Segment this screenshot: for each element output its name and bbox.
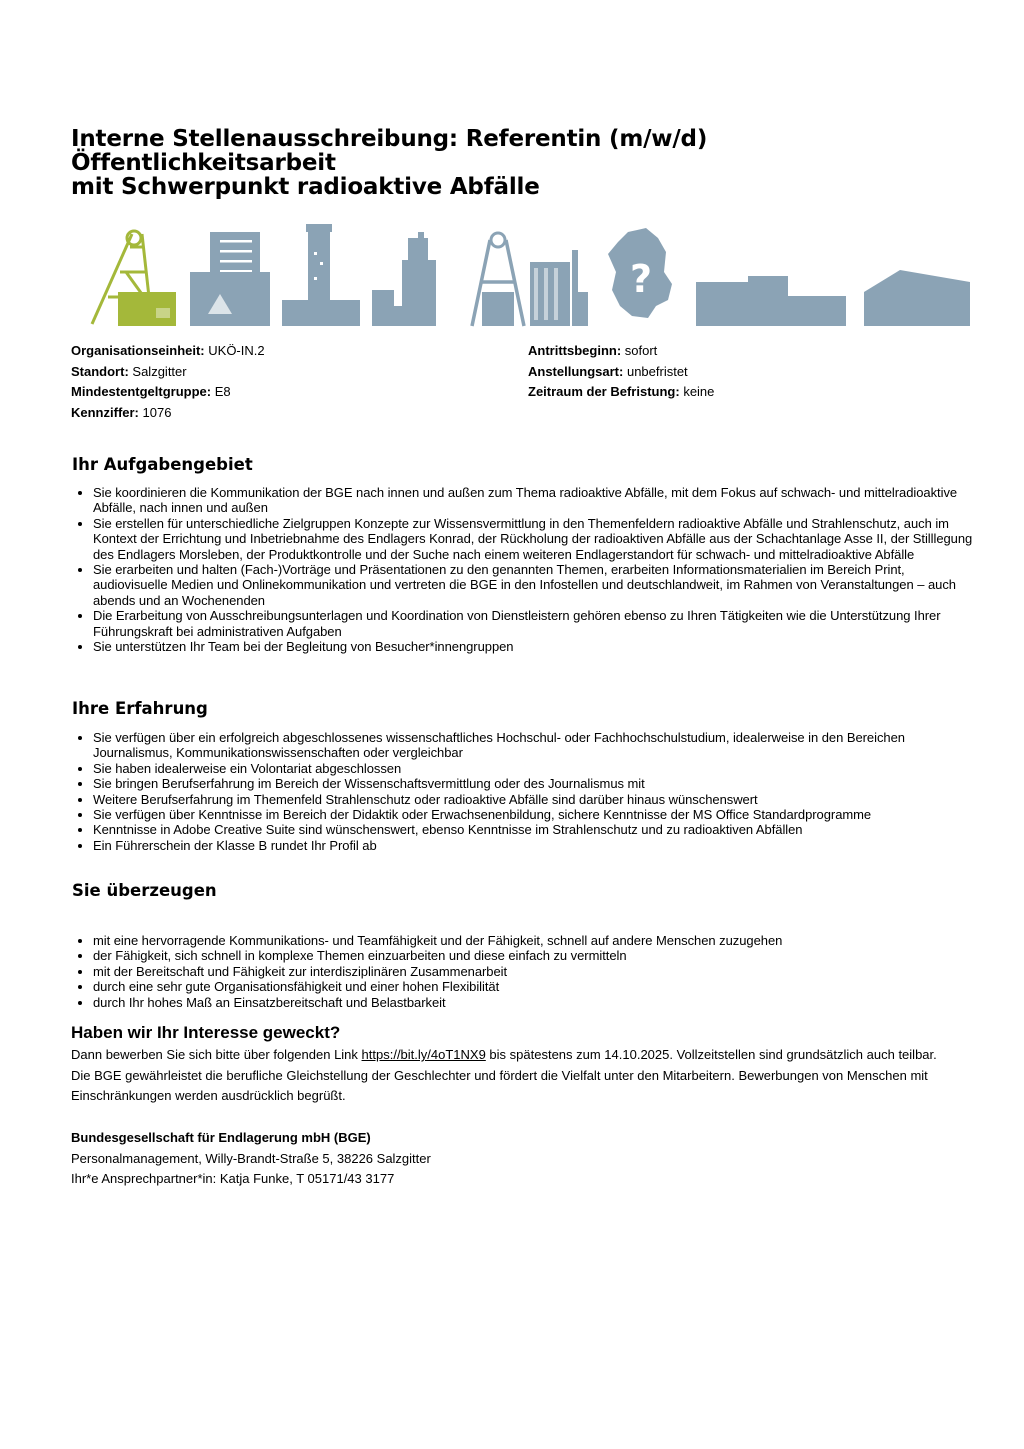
contact-block	[71, 1128, 431, 1190]
list-item: • Sie bringen Berufserfahrung im Bereich der Wissenschaftsvermittlung oder des Journalismus mit	[93, 776, 973, 791]
list-item: • Weitere Berufserfahrung im Themenfeld Strahlenschutz oder radioaktive Abfälle sind darüber hinaus wünschenswert	[93, 792, 973, 807]
meta-row: Mindestentgeltgruppe: E8	[71, 384, 231, 399]
list-item: • Sie verfügen über Kenntnisse im Bereich der Didaktik oder Erwachsenenbildung, sichere Kenntnisse der MS Office Standardprogramme	[93, 807, 973, 822]
meta-row: Kennziffer: 1076	[71, 404, 172, 420]
meta-row: Organisationseinheit: UKÖ-IN.2	[71, 343, 265, 358]
container-box	[190, 272, 270, 326]
contact-person: Ihr*e Ansprechpartner*in: Katja Funke, T 05171/43 3177	[71, 1171, 395, 1186]
section-heading-erfahrung: Ihre Erfahrung	[72, 699, 208, 718]
list-item: • mit eine hervorragende Kommunikations- und Teamfähigkeit und der Fähigkeit, schnell auf andere Menschen zuzugehen	[93, 933, 973, 948]
meta-row: Standort: Salzgitter	[71, 363, 187, 379]
section-heading-aufgaben: Ihr Aufgabengebiet	[72, 455, 253, 474]
list-item: • Sie unterstützen Ihr Team bei der Begleitung von Besucher*innengruppen	[93, 639, 973, 654]
office-block-icon	[864, 270, 970, 326]
organization-name: Bundesgesellschaft für Endlagerung mbH (BGE)	[71, 1130, 371, 1145]
application-link[interactable]: https://bit.ly/4oT1NX9	[361, 1047, 486, 1062]
application-paragraph: Dann bewerben Sie sich bitte über folgenden Link https://bit.ly/4oT1NX9 bis spätestens zum 14.10.2025. Vollzeitstellen sind grundsätzlich auch teilbar. Die BGE gewährleistet die berufliche Gleichstellung der Geschlechter und fördert die Vielfalt unter den Mitarbeitern. Bewerbungen von Menschen mit Einschränkungen werden ausdrücklich begrüßt.	[71, 1047, 937, 1104]
contact-address: Personalmanagement, Willy-Brandt-Straße 5, 38226 Salzgitter	[71, 1150, 431, 1166]
title-line-1: Interne Stellenausschreibung: Referentin (m/w/d) Öffentlichkeitsarbeit	[71, 126, 708, 176]
ueberzeugen-list	[71, 933, 973, 1010]
list-item: • Sie haben idealerweise ein Volontariat abgeschlossen	[93, 761, 973, 776]
list-item: • der Fähigkeit, sich schnell in komplexe Themen einzuarbeiten und diese einfach zu vermitteln	[93, 948, 973, 963]
list-item: • durch eine sehr gute Organisationsfähigkeit und einer hohen Flexibilität	[93, 979, 973, 994]
meta-row: Antrittsbeginn: sofort	[528, 343, 658, 358]
interest-heading: Haben wir Ihr Interesse geweckt?	[71, 1023, 341, 1042]
title-line-2: mit Schwerpunkt radioaktive Abfälle	[71, 174, 540, 200]
list-item: • Sie koordinieren die Kommunikation der BGE nach innen und außen zum Thema radioaktive Abfälle, mit dem Fokus auf schwach- und mittelradioaktive Abfälle, nach innen und außen	[93, 485, 973, 516]
list-item: • durch Ihr hohes Maß an Einsatzbereitschaft und Belastbarkeit	[93, 995, 973, 1010]
industrial-tower-icon	[282, 224, 360, 326]
meta-row: Zeitraum der Befristung: keine	[528, 384, 715, 399]
list-item: • mit der Bereitschaft und Fähigkeit zur interdisziplinären Zusammenarbeit	[93, 964, 973, 979]
list-item: • Sie erarbeiten und halten (Fach-)Vorträge und Präsentationen zu den genannten Themen, erarbeiten Informationsmaterialien im Bereich Print, audiovisuelle Medien und Onlinekommunikation und vertreten die BGE in den Infostellen und deutschlandweit, im Rahmen von Veranstaltungen – auch abends und an Wochenenden	[93, 562, 973, 608]
document-radioactive-icon	[190, 232, 270, 326]
meta-right-column	[528, 341, 714, 403]
page-title	[71, 127, 971, 199]
germany-map-question-icon	[608, 228, 672, 318]
plant-icon	[372, 232, 436, 326]
factory-silos-icon	[530, 250, 588, 326]
list-item: • Sie erstellen für unterschiedliche Zielgruppen Konzepte zur Wissensvermittlung in den Themenfeldern radioaktive Abfälle und Strahlenschutz, auch im Kontext der Errichtung und Inbetriebnahme des Endlagers Konrad, der Rückholung der radioaktiven Abfälle aus der Schachtanlage Asse II, der Stilllegung des Endlagers Morsleben, der Produktkontrolle und der Suche nach einem weiteren Endlagerstandort für schwach- und mittelradioaktive Abfälle	[93, 516, 973, 562]
office-building-icon	[696, 276, 846, 326]
mine-headframe-icon	[92, 231, 176, 326]
section-heading-ueberzeugen: Sie überzeugen	[72, 881, 217, 900]
meta-row: Anstellungsart: unbefristet	[528, 363, 688, 379]
aufgaben-list	[71, 485, 973, 654]
list-item: • Kenntnisse in Adobe Creative Suite sind wünschenswert, ebenso Kenntnisse im Strahlenschutz und zu radioaktiven Abfällen	[93, 822, 973, 837]
list-item: • Sie verfügen über ein erfolgreich abgeschlossenes wissenschaftliches Hochschul- oder Fachhochschulstudium, idealerweise in den Bereichen Journalismus, Kommunikationswissenschaften oder vergleichbar	[93, 730, 973, 761]
banner-illustration	[80, 222, 972, 328]
meta-left-column	[71, 341, 265, 423]
erfahrung-list	[71, 730, 973, 853]
list-item: • Ein Führerschein der Klasse B rundet Ihr Profil ab	[93, 838, 973, 853]
question-mark: ?	[629, 257, 653, 301]
headframe-icon	[472, 233, 524, 326]
list-item: • Die Erarbeitung von Ausschreibungsunterlagen und Koordination von Dienstleistern gehören ebenso zu Ihren Tätigkeiten wie die Unterstützung Ihrer Führungskraft bei administrativen Aufgaben	[93, 608, 973, 639]
